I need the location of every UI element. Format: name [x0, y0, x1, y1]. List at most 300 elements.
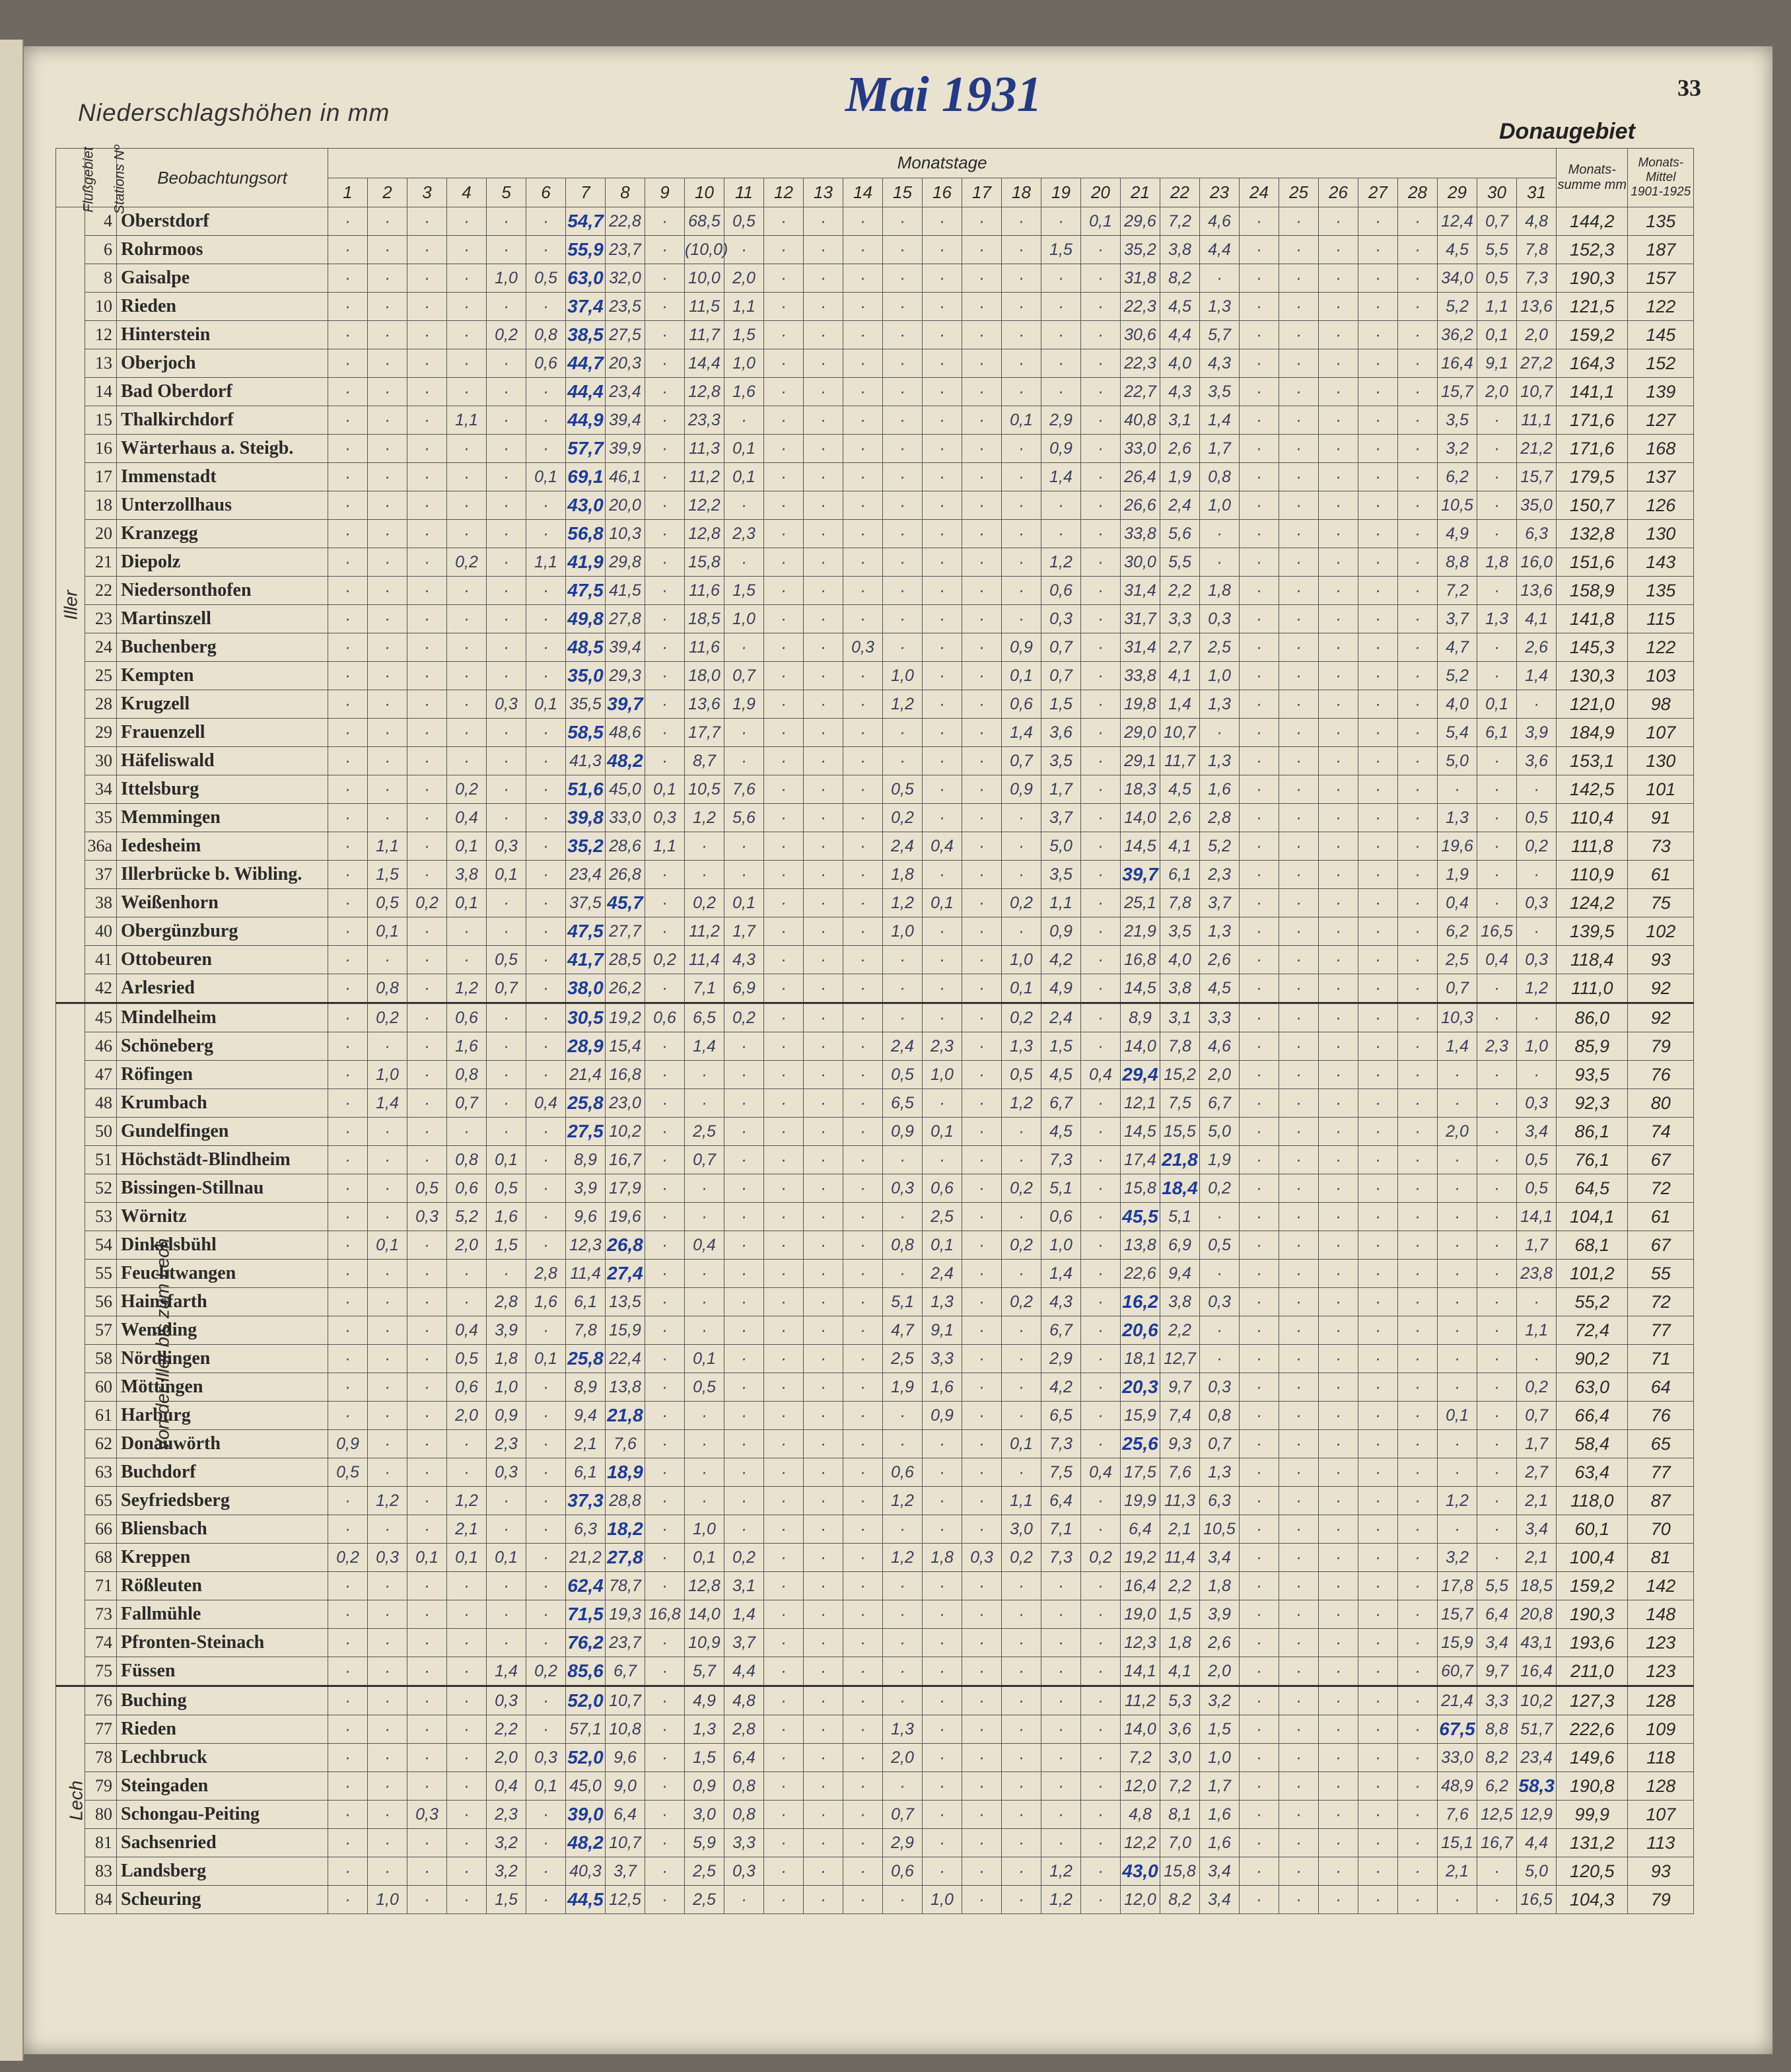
- day-value: 44,9: [566, 406, 606, 435]
- day-value: 1,3: [1200, 747, 1240, 775]
- day-value: ·: [526, 520, 566, 548]
- day-value: 6,2: [1438, 463, 1477, 491]
- day-value: 47,5: [566, 917, 606, 946]
- day-value: ·: [1279, 1345, 1319, 1373]
- day-value: 9,4: [566, 1402, 606, 1430]
- day-value: ·: [804, 491, 843, 520]
- day-value: 3,5: [1438, 406, 1477, 435]
- day-value: 2,1: [1517, 1487, 1557, 1515]
- day-value: ·: [487, 1600, 526, 1629]
- header-station: Beobachtungsort: [117, 149, 328, 207]
- day-value: 0,2: [1517, 1373, 1557, 1402]
- day-value: 0,3: [487, 832, 526, 861]
- day-value: 0,3: [962, 1544, 1002, 1572]
- day-value: 2,4: [883, 832, 923, 861]
- day-value: ·: [1398, 1203, 1438, 1231]
- monthly-sum: 152,3: [1557, 236, 1628, 264]
- day-value: ·: [923, 861, 962, 889]
- header-day: 24: [1240, 178, 1279, 207]
- day-value: ·: [1279, 548, 1319, 577]
- day-value: ·: [1517, 1288, 1557, 1316]
- day-value: 36,2: [1438, 321, 1477, 349]
- day-value: ·: [1398, 1829, 1438, 1857]
- monthly-mean: 93: [1628, 946, 1694, 974]
- day-value: ·: [407, 1715, 447, 1744]
- day-value: ·: [923, 491, 962, 520]
- day-value: ·: [804, 293, 843, 321]
- day-value: ·: [724, 1061, 764, 1089]
- day-value: ·: [1319, 1345, 1358, 1373]
- table-row: [56, 1402, 1694, 1430]
- table-row: [56, 1629, 1694, 1657]
- station-name: Landsberg: [117, 1857, 328, 1886]
- day-value: ·: [1398, 406, 1438, 435]
- day-value: ·: [368, 946, 407, 974]
- table-row: [56, 1345, 1694, 1373]
- day-value: 2,9: [1041, 406, 1081, 435]
- day-value: ·: [1477, 1515, 1517, 1544]
- day-value: ·: [487, 435, 526, 463]
- day-value: ·: [1002, 1829, 1041, 1857]
- day-value: 0,2: [1002, 1003, 1041, 1032]
- day-value: ·: [962, 293, 1002, 321]
- day-value: ·: [1240, 1772, 1279, 1801]
- day-value: 0,1: [487, 861, 526, 889]
- day-value: ·: [764, 1430, 804, 1458]
- header-day: 19: [1041, 178, 1081, 207]
- station-name: Donauwörth: [117, 1430, 328, 1458]
- day-value: ·: [487, 1032, 526, 1061]
- day-value: ·: [923, 548, 962, 577]
- day-value: ·: [962, 804, 1002, 832]
- day-value: 46,1: [606, 463, 645, 491]
- day-value: ·: [645, 491, 685, 520]
- day-value: ·: [962, 349, 1002, 378]
- day-value: ·: [804, 974, 843, 1003]
- day-value: ·: [962, 1744, 1002, 1772]
- day-value: ·: [1081, 832, 1121, 861]
- day-value: 2,8: [1200, 804, 1240, 832]
- day-value: ·: [1240, 1515, 1279, 1544]
- day-value: ·: [843, 321, 883, 349]
- day-value: ·: [1477, 747, 1517, 775]
- day-value: ·: [1002, 1772, 1041, 1801]
- day-value: 6,9: [724, 974, 764, 1003]
- day-value: ·: [328, 1600, 368, 1629]
- monthly-sum: 211,0: [1557, 1657, 1628, 1686]
- day-value: ·: [1279, 491, 1319, 520]
- day-value: 3,6: [1041, 719, 1081, 747]
- day-value: ·: [447, 1857, 487, 1886]
- day-value: ·: [923, 207, 962, 236]
- station-name: Feuchtwangen: [117, 1260, 328, 1288]
- day-value: ·: [407, 293, 447, 321]
- day-value: ·: [1240, 1003, 1279, 1032]
- monthly-sum: 99,9: [1557, 1801, 1628, 1829]
- day-value: ·: [407, 1886, 447, 1914]
- day-value: ·: [962, 1118, 1002, 1146]
- day-value: ·: [724, 1231, 764, 1260]
- day-value: ·: [1240, 548, 1279, 577]
- day-value: ·: [526, 1572, 566, 1600]
- day-value: ·: [764, 1629, 804, 1657]
- day-value: 0,3: [1517, 946, 1557, 974]
- day-value: 12,0: [1121, 1886, 1160, 1914]
- day-value: 14,4: [685, 349, 724, 378]
- day-value: ·: [407, 633, 447, 662]
- day-value: ·: [328, 605, 368, 633]
- day-value: ·: [1240, 1458, 1279, 1487]
- day-value: ·: [328, 463, 368, 491]
- day-value: ·: [843, 1089, 883, 1118]
- monthly-sum: 142,5: [1557, 775, 1628, 804]
- day-value: ·: [923, 974, 962, 1003]
- day-value: 16,8: [645, 1600, 685, 1629]
- day-value: 25,1: [1121, 889, 1160, 917]
- day-value: ·: [526, 804, 566, 832]
- day-value: 37,5: [566, 889, 606, 917]
- day-value: 12,3: [566, 1231, 606, 1260]
- day-value: ·: [447, 1600, 487, 1629]
- day-value: 4,1: [1160, 662, 1200, 690]
- day-value: ·: [368, 1373, 407, 1402]
- day-value: 2,0: [447, 1402, 487, 1430]
- day-value: ·: [447, 1657, 487, 1686]
- day-value: ·: [1319, 1118, 1358, 1146]
- day-value: 5,7: [685, 1657, 724, 1686]
- table-row: [56, 1231, 1694, 1260]
- day-value: 52,0: [566, 1686, 606, 1715]
- day-value: 39,7: [606, 690, 645, 719]
- day-value: 6,4: [606, 1801, 645, 1829]
- day-value: ·: [1398, 946, 1438, 974]
- day-value: ·: [1041, 1572, 1081, 1600]
- day-value: ·: [1081, 605, 1121, 633]
- day-value: 1,8: [923, 1544, 962, 1572]
- day-value: ·: [843, 349, 883, 378]
- day-value: ·: [407, 719, 447, 747]
- day-value: ·: [962, 1316, 1002, 1345]
- day-value: ·: [883, 321, 923, 349]
- day-value: ·: [1081, 946, 1121, 974]
- day-value: 3,7: [1438, 605, 1477, 633]
- day-value: 37,3: [566, 1487, 606, 1515]
- page-title: Mai 1931: [845, 67, 1042, 122]
- day-value: ·: [368, 406, 407, 435]
- day-value: 1,5: [368, 861, 407, 889]
- day-value: ·: [1398, 974, 1438, 1003]
- day-value: ·: [1398, 349, 1438, 378]
- day-value: ·: [1240, 1402, 1279, 1430]
- day-value: ·: [1240, 1032, 1279, 1061]
- monthly-sum: 184,9: [1557, 719, 1628, 747]
- monthly-sum: 124,2: [1557, 889, 1628, 917]
- day-value: 14,1: [1517, 1203, 1557, 1231]
- monthly-mean: 187: [1628, 236, 1694, 264]
- day-value: ·: [804, 548, 843, 577]
- day-value: 0,2: [724, 1544, 764, 1572]
- day-value: 17,5: [1121, 1458, 1160, 1487]
- day-value: 12,8: [685, 1572, 724, 1600]
- day-value: 2,4: [923, 1260, 962, 1288]
- day-value: 3,7: [1200, 889, 1240, 917]
- day-value: 1,2: [883, 690, 923, 719]
- day-value: ·: [1398, 1458, 1438, 1487]
- day-value: ·: [1002, 378, 1041, 406]
- day-value: ·: [1279, 633, 1319, 662]
- day-value: ·: [526, 1118, 566, 1146]
- day-value: 1,9: [724, 690, 764, 719]
- day-value: ·: [1477, 577, 1517, 605]
- day-value: ·: [1279, 406, 1319, 435]
- day-value: ·: [1240, 293, 1279, 321]
- day-value: ·: [1517, 1061, 1557, 1089]
- day-value: 44,4: [566, 378, 606, 406]
- day-value: 2,5: [923, 1203, 962, 1231]
- day-value: ·: [804, 1857, 843, 1886]
- day-value: ·: [883, 548, 923, 577]
- day-value: ·: [1358, 832, 1398, 861]
- day-value: 27,7: [606, 917, 645, 946]
- day-value: 0,2: [447, 548, 487, 577]
- station-name: Bad Oberdorf: [117, 378, 328, 406]
- day-value: ·: [685, 1458, 724, 1487]
- day-value: ·: [843, 889, 883, 917]
- day-value: ·: [962, 406, 1002, 435]
- day-value: ·: [962, 1487, 1002, 1515]
- day-value: ·: [526, 577, 566, 605]
- day-value: ·: [645, 1857, 685, 1886]
- day-value: 1,0: [487, 1373, 526, 1402]
- day-value: ·: [1081, 1686, 1121, 1715]
- day-value: ·: [724, 1174, 764, 1203]
- day-value: 29,4: [1121, 1061, 1160, 1089]
- day-value: ·: [804, 1600, 843, 1629]
- day-value: 1,7: [1200, 1772, 1240, 1801]
- monthly-mean: 137: [1628, 463, 1694, 491]
- header-day: 31: [1517, 178, 1557, 207]
- day-value: ·: [685, 1402, 724, 1430]
- day-value: ·: [843, 917, 883, 946]
- day-value: ·: [1081, 775, 1121, 804]
- day-value: 15,9: [1121, 1402, 1160, 1430]
- day-value: ·: [764, 491, 804, 520]
- day-value: ·: [1398, 889, 1438, 917]
- day-value: ·: [645, 974, 685, 1003]
- day-value: ·: [368, 1146, 407, 1174]
- day-value: ·: [843, 1430, 883, 1458]
- day-value: 6,3: [1517, 520, 1557, 548]
- day-value: ·: [1041, 207, 1081, 236]
- day-value: ·: [1358, 1174, 1398, 1203]
- day-value: ·: [1240, 1288, 1279, 1316]
- day-value: 0,6: [1041, 1203, 1081, 1231]
- monthly-sum: 92,3: [1557, 1089, 1628, 1118]
- day-value: 11,2: [685, 917, 724, 946]
- day-value: ·: [328, 1032, 368, 1061]
- station-nr: 61: [85, 1402, 117, 1430]
- day-value: ·: [883, 1600, 923, 1629]
- monthly-mean: 79: [1628, 1032, 1694, 1061]
- station-name: Buchdorf: [117, 1458, 328, 1487]
- day-value: ·: [407, 321, 447, 349]
- day-value: ·: [368, 1657, 407, 1686]
- day-value: 8,2: [1160, 264, 1200, 293]
- day-value: 4,4: [1160, 321, 1200, 349]
- day-value: ·: [843, 1032, 883, 1061]
- station-name: Gundelfingen: [117, 1118, 328, 1146]
- day-value: ·: [487, 1089, 526, 1118]
- day-value: ·: [843, 1515, 883, 1544]
- day-value: 15,8: [1121, 1174, 1160, 1203]
- day-value: ·: [645, 690, 685, 719]
- page-number: 33: [1677, 75, 1701, 101]
- day-value: 0,3: [1200, 605, 1240, 633]
- day-value: ·: [1319, 1373, 1358, 1402]
- day-value: 25,8: [566, 1089, 606, 1118]
- day-value: ·: [923, 1458, 962, 1487]
- station-name: Rieden: [117, 1715, 328, 1744]
- day-value: ·: [804, 1487, 843, 1515]
- day-value: 5,6: [724, 804, 764, 832]
- header-days: Monatstage: [328, 149, 1557, 178]
- day-value: ·: [526, 378, 566, 406]
- day-value: ·: [1279, 349, 1319, 378]
- table-row: [56, 1686, 1694, 1715]
- table-row: [56, 1118, 1694, 1146]
- day-value: 0,1: [1438, 1402, 1477, 1430]
- day-value: 2,5: [685, 1118, 724, 1146]
- day-value: 3,8: [1160, 974, 1200, 1003]
- monthly-mean: 139: [1628, 378, 1694, 406]
- day-value: 1,4: [368, 1089, 407, 1118]
- day-value: 10,7: [606, 1829, 645, 1857]
- table-row: [56, 1316, 1694, 1345]
- monthly-mean: 92: [1628, 1003, 1694, 1032]
- day-value: ·: [1358, 1801, 1398, 1829]
- day-value: 0,5: [1517, 804, 1557, 832]
- day-value: ·: [1002, 1715, 1041, 1744]
- day-value: 1,4: [685, 1032, 724, 1061]
- day-value: ·: [1398, 293, 1438, 321]
- day-value: 4,6: [1200, 207, 1240, 236]
- day-value: ·: [1477, 1174, 1517, 1203]
- day-value: 14,5: [1121, 1118, 1160, 1146]
- station-nr: 83: [85, 1857, 117, 1886]
- day-value: ·: [645, 1686, 685, 1715]
- day-value: ·: [368, 264, 407, 293]
- day-value: 11,1: [1517, 406, 1557, 435]
- day-value: ·: [407, 832, 447, 861]
- day-value: ·: [526, 861, 566, 889]
- day-value: 6,3: [1200, 1487, 1240, 1515]
- day-value: ·: [1279, 832, 1319, 861]
- day-value: ·: [368, 577, 407, 605]
- day-value: ·: [724, 1373, 764, 1402]
- day-value: 21,2: [566, 1544, 606, 1572]
- day-value: ·: [804, 1174, 843, 1203]
- day-value: ·: [1477, 1316, 1517, 1345]
- day-value: ·: [645, 889, 685, 917]
- day-value: ·: [923, 633, 962, 662]
- station-name: Rohrmoos: [117, 236, 328, 264]
- station-name: Scheuring: [117, 1886, 328, 1914]
- day-value: 0,5: [685, 1373, 724, 1402]
- day-value: ·: [368, 1316, 407, 1345]
- monthly-mean: 107: [1628, 719, 1694, 747]
- day-value: ·: [1319, 491, 1358, 520]
- day-value: ·: [1081, 917, 1121, 946]
- header-group-col: [56, 146, 96, 213]
- day-value: 0,6: [883, 1458, 923, 1487]
- day-value: ·: [843, 1402, 883, 1430]
- day-value: 7,3: [1041, 1430, 1081, 1458]
- day-value: ·: [1081, 1089, 1121, 1118]
- day-value: ·: [1358, 548, 1398, 577]
- day-value: ·: [962, 861, 1002, 889]
- day-value: 4,8: [1517, 207, 1557, 236]
- day-value: ·: [685, 1089, 724, 1118]
- day-value: 0,5: [328, 1458, 368, 1487]
- day-value: 19,9: [1121, 1487, 1160, 1515]
- day-value: 11,4: [566, 1260, 606, 1288]
- day-value: 1,9: [1200, 1146, 1240, 1174]
- day-value: ·: [962, 491, 1002, 520]
- monthly-sum: 63,0: [1557, 1373, 1628, 1402]
- day-value: ·: [407, 520, 447, 548]
- day-value: ·: [368, 1629, 407, 1657]
- day-value: ·: [447, 662, 487, 690]
- day-value: ·: [764, 861, 804, 889]
- day-value: ·: [328, 406, 368, 435]
- day-value: 1,7: [1041, 775, 1081, 804]
- day-value: ·: [843, 463, 883, 491]
- day-value: ·: [804, 1089, 843, 1118]
- day-value: 0,1: [526, 463, 566, 491]
- day-value: ·: [962, 1402, 1002, 1430]
- day-value: ·: [1477, 1260, 1517, 1288]
- day-value: ·: [328, 1857, 368, 1886]
- day-value: ·: [368, 719, 407, 747]
- day-value: ·: [764, 1089, 804, 1118]
- day-value: ·: [407, 1003, 447, 1032]
- station-nr: 45: [85, 1003, 117, 1032]
- monthly-mean: 67: [1628, 1231, 1694, 1260]
- day-value: 0,1: [724, 463, 764, 491]
- day-value: ·: [487, 1003, 526, 1032]
- day-value: ·: [1240, 946, 1279, 974]
- day-value: 1,3: [1200, 690, 1240, 719]
- day-value: ·: [1398, 1657, 1438, 1686]
- day-value: ·: [883, 1402, 923, 1430]
- day-value: ·: [883, 207, 923, 236]
- day-value: ·: [1240, 690, 1279, 719]
- day-value: 11,6: [685, 577, 724, 605]
- day-value: 11,6: [685, 633, 724, 662]
- day-value: ·: [1279, 1801, 1319, 1829]
- day-value: ·: [1081, 548, 1121, 577]
- day-value: ·: [1279, 1288, 1319, 1316]
- day-value: ·: [764, 1231, 804, 1260]
- day-value: 5,2: [1200, 832, 1240, 861]
- station-nr: 47: [85, 1061, 117, 1089]
- day-value: 0,5: [487, 946, 526, 974]
- day-value: 12,8: [685, 520, 724, 548]
- station-name: Niedersonthofen: [117, 577, 328, 605]
- day-value: ·: [1358, 1686, 1398, 1715]
- day-value: ·: [764, 548, 804, 577]
- day-value: ·: [764, 321, 804, 349]
